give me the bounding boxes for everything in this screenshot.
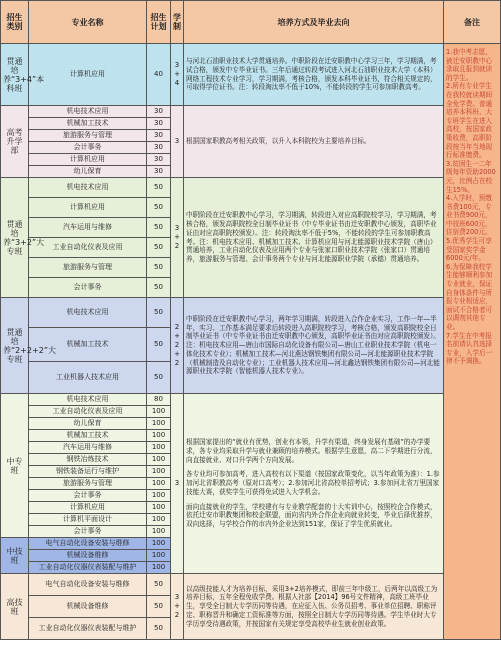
- plan-cell: 100: [147, 514, 171, 526]
- major-cell: 工业自动化仪表及应用: [29, 238, 147, 258]
- header-plan: 招生计划: [147, 1, 171, 44]
- major-cell: 汽车运用与维修: [29, 218, 147, 238]
- years-cell: 3 + 2: [171, 574, 184, 640]
- category-cell: 中专班: [1, 394, 29, 538]
- method-cell: 与河北石油职业技术大学贯通培养。中职阶段在迁安职教中心学习三年，学习期满，考试合格，颁发中专毕业证书。三年后通过转段考试进入河北石油职业技术大学（本科）网络工程技术专业学习，学习期满，考核合格，颁发本科毕业证书，符合相关规定的，可取得学位证书。注：转段淘汰率不低于10%，不能转段的学生可参加职教高考。: [184, 44, 444, 106]
- note-item: 6.为保障我校学生能够顺利参加专业就业，保证自身体条件与所报专业相适应，面试不合格者可以调剂其他专业。: [446, 262, 493, 331]
- plan-cell: 50: [147, 574, 171, 596]
- plan-cell: 50: [147, 596, 171, 618]
- plan-cell: 100: [147, 430, 171, 442]
- table-row: [1, 178, 501, 198]
- major-cell: 电气自动化设备安装与维修: [29, 538, 147, 550]
- major-cell: 机械设备维修: [29, 550, 147, 562]
- major-cell: 计算机应用: [29, 154, 147, 166]
- table-row: [1, 106, 501, 118]
- major-cell: 计算机应用: [29, 502, 147, 514]
- header-major: 专业名称: [29, 1, 147, 44]
- note-item: 7.学生在中考报名前请认真选择专业，入学后一律不予调换。: [446, 331, 493, 366]
- plan-cell: 50: [147, 298, 171, 328]
- plan-cell: 100: [147, 502, 171, 514]
- table-row: [1, 44, 501, 106]
- method-paragraph: 各专业均可参加高考，进入高校有以下渠道（按国家政策变化，以当年政策为准）：1.参加河北省职教高考（原对口高考）；2.参加河北省高校单招考试；3.参加河北省万里国家技能大赛，获奖学生可获得免试进入大学机会。: [186, 470, 440, 496]
- major-cell: 机械设备维修: [29, 596, 147, 618]
- header-notes: 备注: [444, 1, 501, 44]
- table-header: [1, 1, 501, 44]
- years-cell: 3: [171, 394, 184, 574]
- major-cell: 汽车运用与维修: [29, 442, 147, 454]
- table-row: [1, 394, 501, 406]
- plan-cell: 30: [147, 106, 171, 118]
- table-row: [1, 574, 501, 596]
- method-cell: [184, 394, 444, 574]
- plan-cell: 50: [147, 198, 171, 218]
- plan-cell: 100: [147, 454, 171, 466]
- plan-cell: 50: [147, 218, 171, 238]
- major-cell: 机电技术应用: [29, 106, 147, 118]
- major-cell: 旅游服务与管理: [29, 258, 147, 278]
- major-cell: 工业自动化仪器仪表装配与维护: [29, 562, 147, 574]
- plan-cell: 30: [147, 142, 171, 154]
- plan-cell: 100: [147, 538, 171, 550]
- header-method: 培养方式及毕业去向: [184, 1, 444, 44]
- major-cell: 机械加工技术: [29, 118, 147, 130]
- plan-cell: 100: [147, 550, 171, 562]
- major-cell: 会计事务: [29, 526, 147, 538]
- major-cell: 机械加工技术: [29, 328, 147, 362]
- plan-cell: 30: [147, 118, 171, 130]
- method-cell: 以高级技能人才为培养目标，采用3+2培养模式，即前三年中级工，后两年以高级工为培养目标，五年全程免收学费。根据人社部【2014】96号文件精神，高级工班毕业生，享受全日制大专学历同等待遇，在应征入伍、公务员招考、事业单位招聘、职称评定、职称晋升和确定工资标准等方面，按照全日制大专学历同等待遇。学生毕业时大专学历享受待遇政策，并按国家有关规定享受高校毕业生就业创业政策。: [184, 574, 444, 640]
- method-cell: 中职阶段在迁安职教中心学习，学习期满，转段进入对应高职院校学习，学习期满，考核合格，颁发高职院校全日制毕业证书（中专毕业证书由迁安职教中心颁发，高职毕业证由对应高职院校颁发）。注：转段淘汰率不低于5%，不能转段的学生可参加职教高考。注：机电技术应用、机械加工技术、计算机应用与河北能源职业技术学院（唐山）贯通培养，工业自动化仪表及应用两个专业与张家口职业技术学院（张家口）贯通培养，旅游服务与管理、会计事务两个专业与河北能源职业学院（承德）贯通培养。: [184, 178, 444, 298]
- major-cell: 会计事务: [29, 490, 147, 502]
- plan-cell: 50: [147, 178, 171, 198]
- category-cell: 中技班: [1, 538, 29, 574]
- major-cell: 工业自动化仪器仪表装配与维护: [29, 618, 147, 640]
- method-cell: 中职阶段在迁安职教中心学习，两年学习期满，转段进入合作企业实习，工作一年—半年，实习、工作基本满足要求后转段进入高职院校学习，考核合格，颁发高职院校全日制毕业证书（中专毕业证书由迁安职教中心颁发，高职毕业证书由对应高职院校颁发）。注：机电技术应用—唐山市国际自动化设备有限公司—唐山工业职业技术学院（机电一体化技术专业）；机械加工技术—河北燕达钢铁集团有限公司—河北能源职业技术学院（机械制造及自动化专业）；工业机器人技术应用—河北鑫达钢铁集团有限公司—河北能源职业技术学院（智能机器人技术专业）。: [184, 298, 444, 394]
- method-paragraph: 根据国家提出的“就业有优势，创业有本领，升学有渠道，终身发展有基础”的办学要求，各专业均采取升学与就业兼顾的培养模式。根据学生意愿，高二下学期进行分流，向直接就业、对口升学两个方向发展。: [186, 437, 437, 464]
- plan-cell: 50: [147, 362, 171, 394]
- plan-cell: 40: [147, 44, 171, 106]
- major-cell: 机电技术应用: [29, 394, 147, 406]
- plan-cell: 30: [147, 130, 171, 142]
- plan-cell: 50: [147, 328, 171, 362]
- plan-cell: 50: [147, 618, 171, 640]
- major-cell: 计算机应用: [29, 198, 147, 218]
- note-item: 1.我中考志愿，被迁安职教中心录取且报到就读的学生。: [446, 48, 493, 82]
- category-cell: 贯通培养“3+4”本科班: [1, 44, 29, 106]
- plan-cell: 30: [147, 154, 171, 166]
- years-cell: 2 + 2 + 2: [171, 298, 184, 394]
- plan-cell: 100: [147, 406, 171, 418]
- category-cell: 高技班: [1, 574, 29, 640]
- plan-cell: 50: [147, 278, 171, 298]
- major-cell: 旅游服务与管理: [29, 130, 147, 142]
- table-row: [1, 298, 501, 328]
- major-cell: 机电技术应用: [29, 178, 147, 198]
- category-cell: 贯通培养“2+2+2”大专班: [1, 298, 29, 394]
- major-cell: 计算机应用: [29, 44, 147, 106]
- category-cell: 高考升学部: [1, 106, 29, 178]
- plan-cell: 100: [147, 562, 171, 574]
- plan-cell: 80: [147, 394, 171, 406]
- method-cell: 根据国家职教高考相关政策，以升入本科院校为主要培养目标。: [184, 106, 444, 178]
- major-cell: 机电技术应用: [29, 298, 147, 328]
- note-item: 2.所有专业学生在我校就读期间全免学费。普通培养本科班、大专班学生在进入高校，按国家政策收费，高职阶段按当年当地现行标准缴费。: [446, 82, 493, 160]
- major-cell: 工业机器人技术应用: [29, 362, 147, 394]
- plan-cell: 30: [147, 166, 171, 178]
- major-cell: 旅游服务与管理: [29, 478, 147, 490]
- plan-cell: 100: [147, 490, 171, 502]
- major-cell: 会计事务: [29, 142, 147, 154]
- plan-cell: 100: [147, 418, 171, 430]
- method-paragraph: 面向直接就业的学生，学校建有与专业教学配套的十大实训中心，按照校企合作模式，依托迁安市职教集团和校企联盟，面向省内外合作企业向就业转变，毕业后择优推荐，双向选择，与学校合作的市内外企业达到151家，保证了学生优质就业。: [186, 502, 437, 529]
- plan-cell: 100: [147, 466, 171, 478]
- years-cell: 3 + 2: [171, 178, 184, 298]
- plan-cell: 100: [147, 442, 171, 454]
- plan-cell: 100: [147, 526, 171, 538]
- category-cell: 贯通培养“3+2”大专班: [1, 178, 29, 298]
- major-cell: 计算机平面设计: [29, 514, 147, 526]
- major-cell: 机械加工技术: [29, 430, 147, 442]
- note-item: 3.贫困生一二年级每年资助2000元，比例占在校生15%。: [446, 159, 496, 194]
- plan-cell: 50: [147, 238, 171, 258]
- major-cell: 电气自动化设备安装与维修: [29, 574, 147, 596]
- header-category: 招生类别: [1, 1, 29, 44]
- major-cell: 钢铁冶炼技术: [29, 454, 147, 466]
- plan-cell: 50: [147, 258, 171, 278]
- major-cell: 钢铁装备运行与维护: [29, 466, 147, 478]
- note-item: 4.入学时，预缴书费100元，专业书费900元，中技班600元，住宿费200元。: [446, 194, 492, 237]
- major-cell: 幼儿保育: [29, 418, 147, 430]
- years-cell: 3: [171, 106, 184, 178]
- notes-cell: [444, 44, 501, 640]
- major-cell: 工业自动化仪表及应用: [29, 406, 147, 418]
- plan-cell: 100: [147, 478, 171, 490]
- major-cell: 会计事务: [29, 278, 147, 298]
- years-cell: 3 + 4: [171, 44, 184, 106]
- note-item: 5.优秀学生可享受国家奖学金6000元/年。: [446, 237, 492, 263]
- major-cell: 幼儿保育: [29, 166, 147, 178]
- header-years: 学制: [171, 1, 184, 44]
